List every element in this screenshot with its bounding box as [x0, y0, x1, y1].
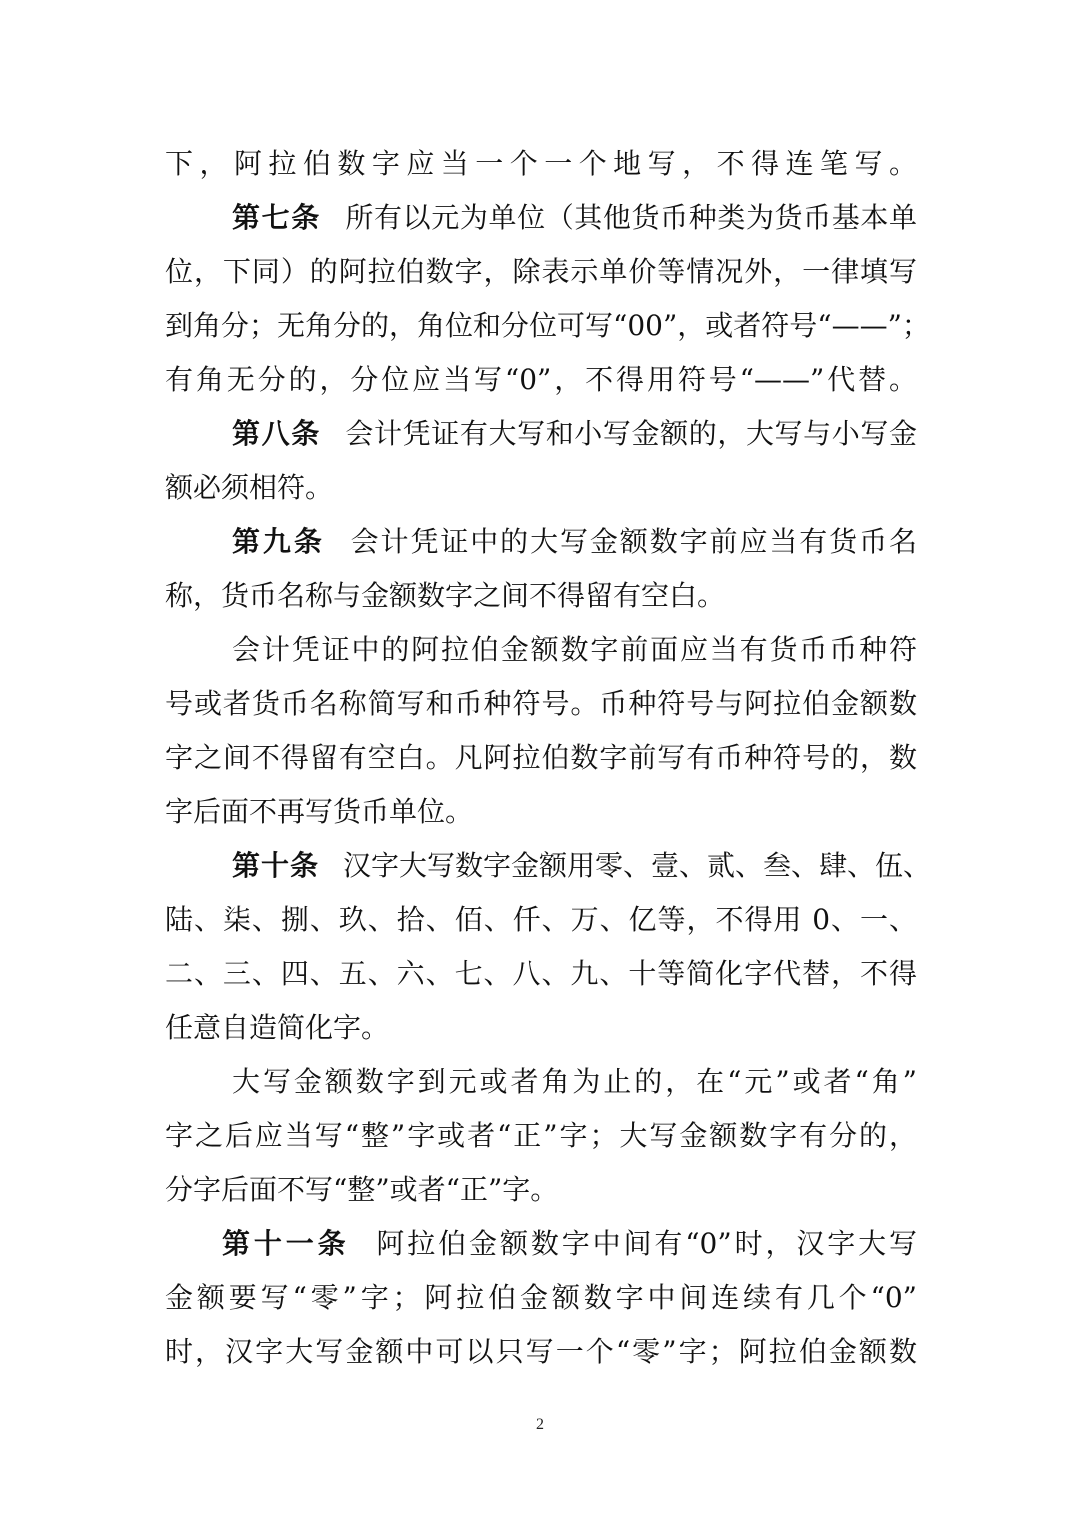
article-10-line — [232, 846, 932, 886]
text-line — [165, 792, 917, 832]
text: 位，下同）的阿拉伯数字，除表示单价等情况外，一律填写 — [165, 255, 917, 288]
text: 任意自造简化字。 — [165, 1011, 390, 1044]
text-line — [165, 1332, 917, 1372]
text: 号或者货币名称简写和币种符号。币种符号与阿拉伯金额数 — [165, 687, 917, 720]
text-line — [165, 576, 917, 616]
text: 大写金额数字到元或者角为止的，在“元”或者“角” — [232, 1065, 917, 1098]
article-11-line — [222, 1224, 917, 1264]
text-line — [165, 1008, 917, 1048]
text-line — [165, 306, 930, 346]
article-label: 第七条 — [232, 201, 321, 234]
text: 有角无分的，分位应当写“0”，不得用符号“——”代替。 — [165, 363, 917, 396]
text-line — [165, 252, 917, 292]
article-label: 第十条 — [232, 849, 320, 882]
text: 二、三、四、五、六、七、八、九、十等简化字代替，不得 — [165, 957, 917, 990]
text: 到角分；无角分的，角位和分位可写“00”，或者符号“——”； — [165, 309, 930, 342]
text-line — [165, 1170, 917, 1210]
text: 会计凭证中的大写金额数字前应当有货币名 — [348, 525, 917, 558]
text: 字之后应当写“整”字或者“正”字；大写金额数字有分的， — [165, 1119, 917, 1152]
text-line — [232, 1062, 917, 1102]
text-line — [165, 684, 917, 724]
text-line — [232, 630, 917, 670]
text-line — [165, 1116, 917, 1156]
text: 汉字大写数字金额用零、壹、贰、叁、肆、伍、 — [343, 849, 932, 882]
article-label: 第九条 — [232, 525, 325, 558]
article-7-line — [232, 198, 917, 238]
text: 会计凭证中的阿拉伯金额数字前面应当有货币币种符 — [232, 633, 917, 666]
text-line — [165, 1278, 917, 1318]
text-line — [165, 360, 917, 400]
article-9-line — [232, 522, 917, 562]
page-number: 2 — [536, 1416, 544, 1433]
text: 会计凭证有大写和小写金额的，大写与小写金 — [344, 417, 917, 450]
article-label: 第十一条 — [222, 1227, 350, 1260]
text-line — [165, 738, 917, 778]
text-line — [165, 954, 917, 994]
article-label: 第八条 — [232, 417, 321, 450]
text: 金额要写“零”字；阿拉伯金额数字中间连续有几个“0” — [165, 1281, 917, 1314]
text: 下，阿拉伯数字应当一个一个地写，不得连笔写。 — [165, 147, 917, 180]
text-line — [165, 468, 917, 508]
text: 称，货币名称与金额数字之间不得留有空白。 — [165, 579, 726, 612]
text: 所有以元为单位（其他货币种类为货币基本单 — [344, 201, 917, 234]
text: 陆、柒、捌、玖、拾、佰、仟、万、亿等，不得用 0、一、 — [165, 903, 917, 936]
article-8-line — [232, 414, 917, 454]
text-line — [165, 144, 917, 184]
text: 额必须相符。 — [165, 471, 334, 504]
text: 分字后面不写“整”或者“正”字。 — [165, 1173, 559, 1206]
text: 字后面不再写货币单位。 — [165, 795, 474, 828]
text: 时，汉字大写金额中可以只写一个“零”字；阿拉伯金额数 — [165, 1335, 917, 1368]
text: 阿拉伯金额数字中间有“0”时，汉字大写 — [373, 1227, 917, 1260]
text: 字之间不得留有空白。凡阿拉伯数字前写有币种符号的，数 — [165, 741, 917, 774]
text-line — [165, 900, 917, 940]
